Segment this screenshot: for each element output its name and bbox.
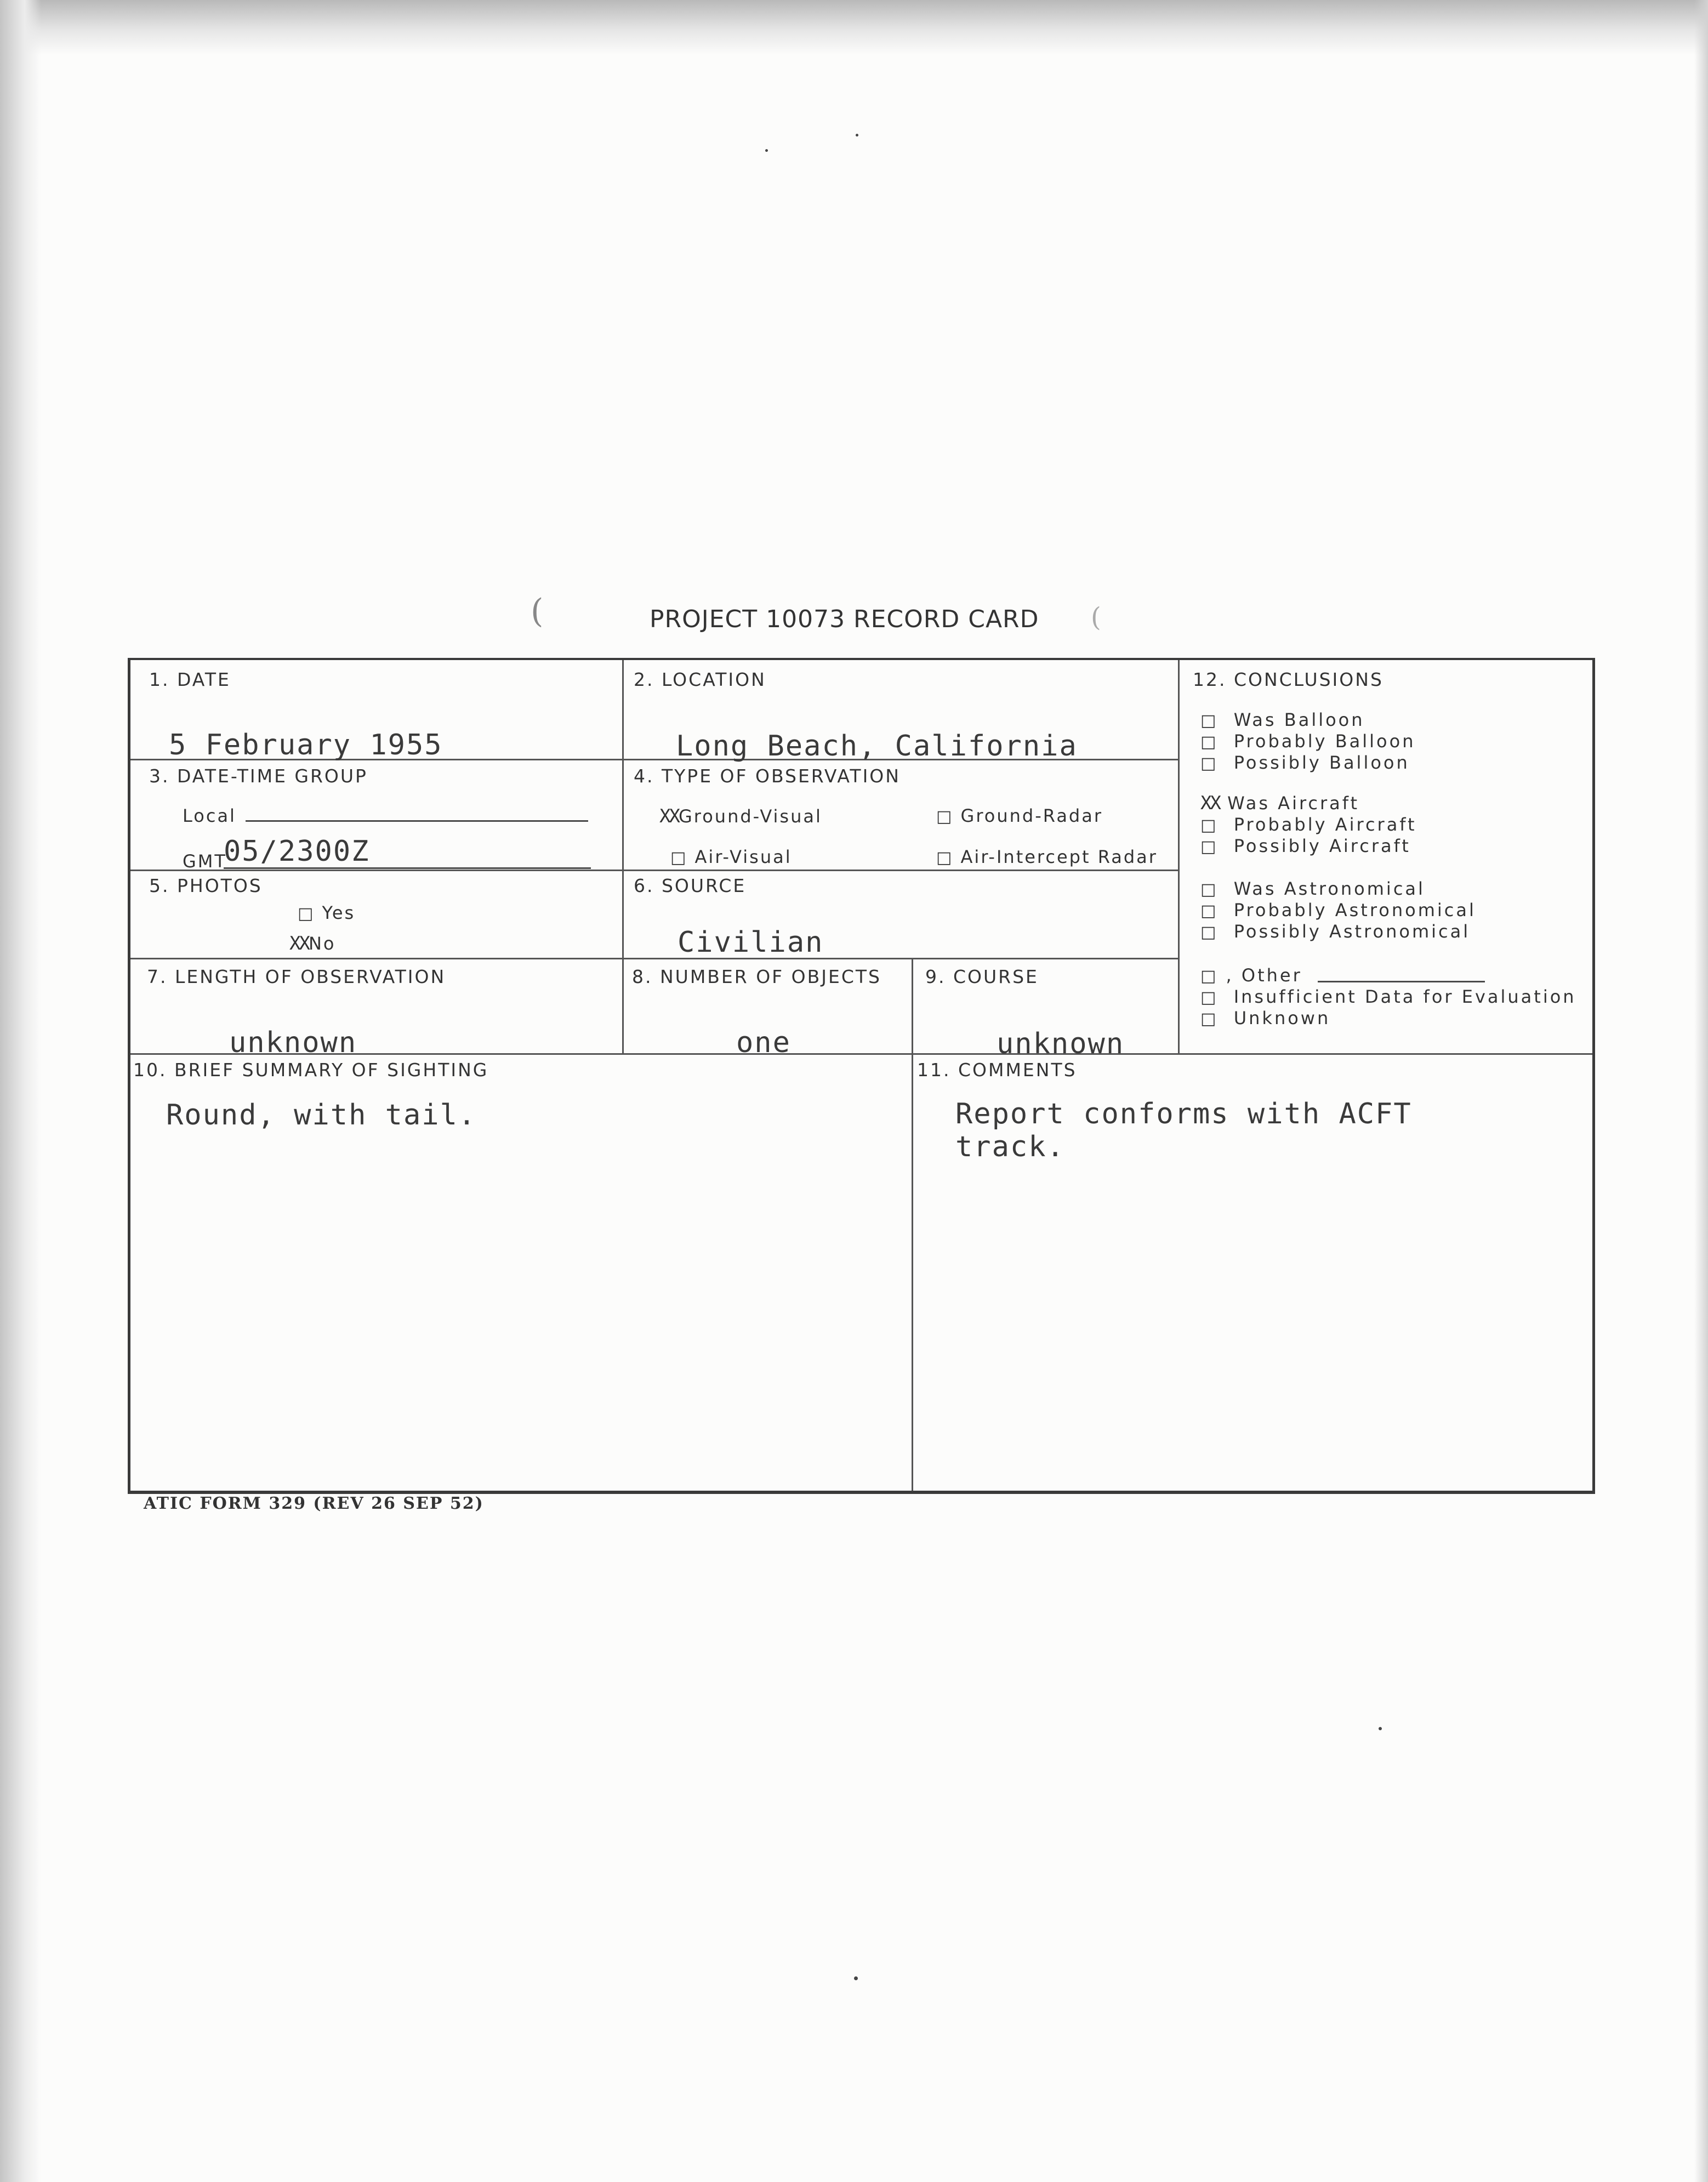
photos-no-option[interactable] [289,933,335,954]
checkbox-icon: □ [1200,880,1219,899]
row-divider-3 [130,958,1178,959]
comments-label: 11. COMMENTS [917,1059,1077,1081]
card-title: PROJECT 10073 RECORD CARD [650,605,1039,633]
checkbox-icon: □ [1200,967,1219,986]
checkbox-icon: □ [936,848,954,867]
conclusion-label: Possibly Aircraft [1233,836,1411,856]
gmt-field-line [224,867,591,869]
conclusion-label: Was Aircraft [1227,793,1360,814]
photos-label: 5. PHOTOS [149,875,263,896]
photos-no-label: No [308,933,336,954]
conclusion-was-balloon[interactable] [1200,709,1415,731]
scan-speck [854,1976,858,1980]
checkbox-icon: □ [1200,816,1219,835]
summary-label: 10. BRIEF SUMMARY OF SIGHTING [133,1059,489,1081]
conclusion-label: Was Balloon [1233,709,1365,730]
conclusion-label: Probably Aircraft [1233,814,1417,835]
conclusions-group-astronomical [1200,878,1476,942]
check-mark: XX [1200,792,1220,814]
checkbox-icon: □ [670,848,688,867]
conclusion-other[interactable]: □ , Other [1200,965,1302,986]
checkbox-icon: □ [936,807,954,826]
conclusion-label: Probably Astronomical [1233,900,1476,920]
conclusion-was-astronomical[interactable] [1200,878,1476,900]
scan-speck [765,149,768,152]
punch-mark-right: ( [1091,602,1101,633]
checkbox-icon: □ [1200,711,1219,730]
air-visual-option[interactable] [670,846,792,867]
length-of-observation-label: 7. LENGTH OF OBSERVATION [147,966,446,987]
ground-visual-label: Ground-Visual [678,806,822,827]
col-divider-2 [1178,660,1180,1053]
date-value: 5 February 1955 [169,729,443,762]
conclusion-probably-balloon[interactable] [1200,731,1415,752]
check-mark: XX [659,805,679,827]
photos-yes-label: Yes [322,902,356,923]
conclusion-possibly-aircraft[interactable] [1200,836,1417,857]
number-of-objects-label: 8. NUMBER OF OBJECTS [632,966,881,987]
gmt-label: GMT [183,851,227,872]
scan-edge-right [1694,0,1708,2182]
checkbox-icon: □ [1200,901,1219,920]
checkbox-icon: □ [298,904,315,923]
checkbox-icon: □ [1200,732,1219,752]
scan-edge-top [0,0,1708,55]
conclusion-label: Was Astronomical [1233,878,1425,899]
source-value: Civilian [677,926,824,959]
ground-radar-option[interactable] [936,805,1103,826]
conclusions-group-other [1200,965,1576,1029]
form-footer: ATIC FORM 329 (REV 26 SEP 52) [144,1494,484,1513]
date-label: 1. DATE [149,669,231,690]
ground-radar-label: Ground-Radar [960,805,1103,826]
conclusion-insufficient-data[interactable] [1200,986,1576,1008]
conclusions-group-balloon [1200,709,1415,774]
local-field-line [246,820,588,822]
conclusion-was-aircraft[interactable] [1200,793,1417,814]
checkbox-icon: □ [1200,988,1219,1007]
conclusion-possibly-astronomical[interactable] [1200,921,1476,942]
gmt-value: 05/2300Z [224,835,370,868]
air-visual-label: Air-Visual [694,846,792,867]
conclusion-probably-astronomical[interactable] [1200,900,1476,921]
record-card [128,658,1595,1494]
checkbox-icon: □ [1200,923,1219,942]
scan-edge-left [0,0,41,2182]
source-label: 6. SOURCE [634,875,747,896]
location-value: Long Beach, California [676,730,1078,763]
conclusion-label: Probably Balloon [1233,731,1416,752]
conclusion-unknown[interactable] [1200,1008,1576,1029]
col-divider-1 [622,660,624,1053]
local-label: Local [183,805,236,826]
col-divider-3 [912,958,913,1491]
type-of-observation-label: 4. TYPE OF OBSERVATION [634,765,901,787]
conclusion-label: Possibly Balloon [1233,752,1410,773]
comments-line-2: track. [955,1130,1065,1163]
summary-text: Round, with tail. [166,1099,477,1132]
conclusions-label: 12. CONCLUSIONS [1193,669,1384,690]
conclusion-label: Possibly Astronomical [1233,921,1471,942]
conclusion-label: Insufficient Data for Evaluation [1233,986,1576,1007]
punch-mark-left: ( [531,592,544,630]
conclusion-label: Unknown [1233,1008,1331,1029]
ground-visual-option[interactable] [659,805,822,827]
check-mark: XX [289,933,309,954]
checkbox-icon: □ [1200,1009,1219,1029]
air-intercept-radar-label: Air-Intercept Radar [960,846,1158,867]
scan-speck [1379,1727,1382,1730]
comments-line-1: Report conforms with ACFT [955,1098,1412,1130]
conclusion-probably-aircraft[interactable] [1200,814,1417,836]
other-field-line [1318,981,1485,982]
checkbox-icon: □ [1200,754,1219,773]
location-label: 2. LOCATION [634,669,766,690]
course-value: unknown [997,1027,1125,1060]
air-intercept-radar-option[interactable] [936,846,1158,867]
conclusion-label: Other [1241,965,1302,986]
row-divider-2 [130,870,1178,871]
number-of-objects-value: one [736,1026,791,1059]
checkbox-icon: □ [1200,837,1219,856]
course-label: 9. COURSE [925,966,1039,987]
photos-yes-option[interactable] [298,902,355,923]
scan-speck [856,134,858,137]
conclusions-group-aircraft [1200,793,1417,857]
date-time-group-label: 3. DATE-TIME GROUP [149,765,368,787]
length-of-observation-value: unknown [229,1026,357,1059]
conclusion-possibly-balloon[interactable] [1200,752,1415,774]
